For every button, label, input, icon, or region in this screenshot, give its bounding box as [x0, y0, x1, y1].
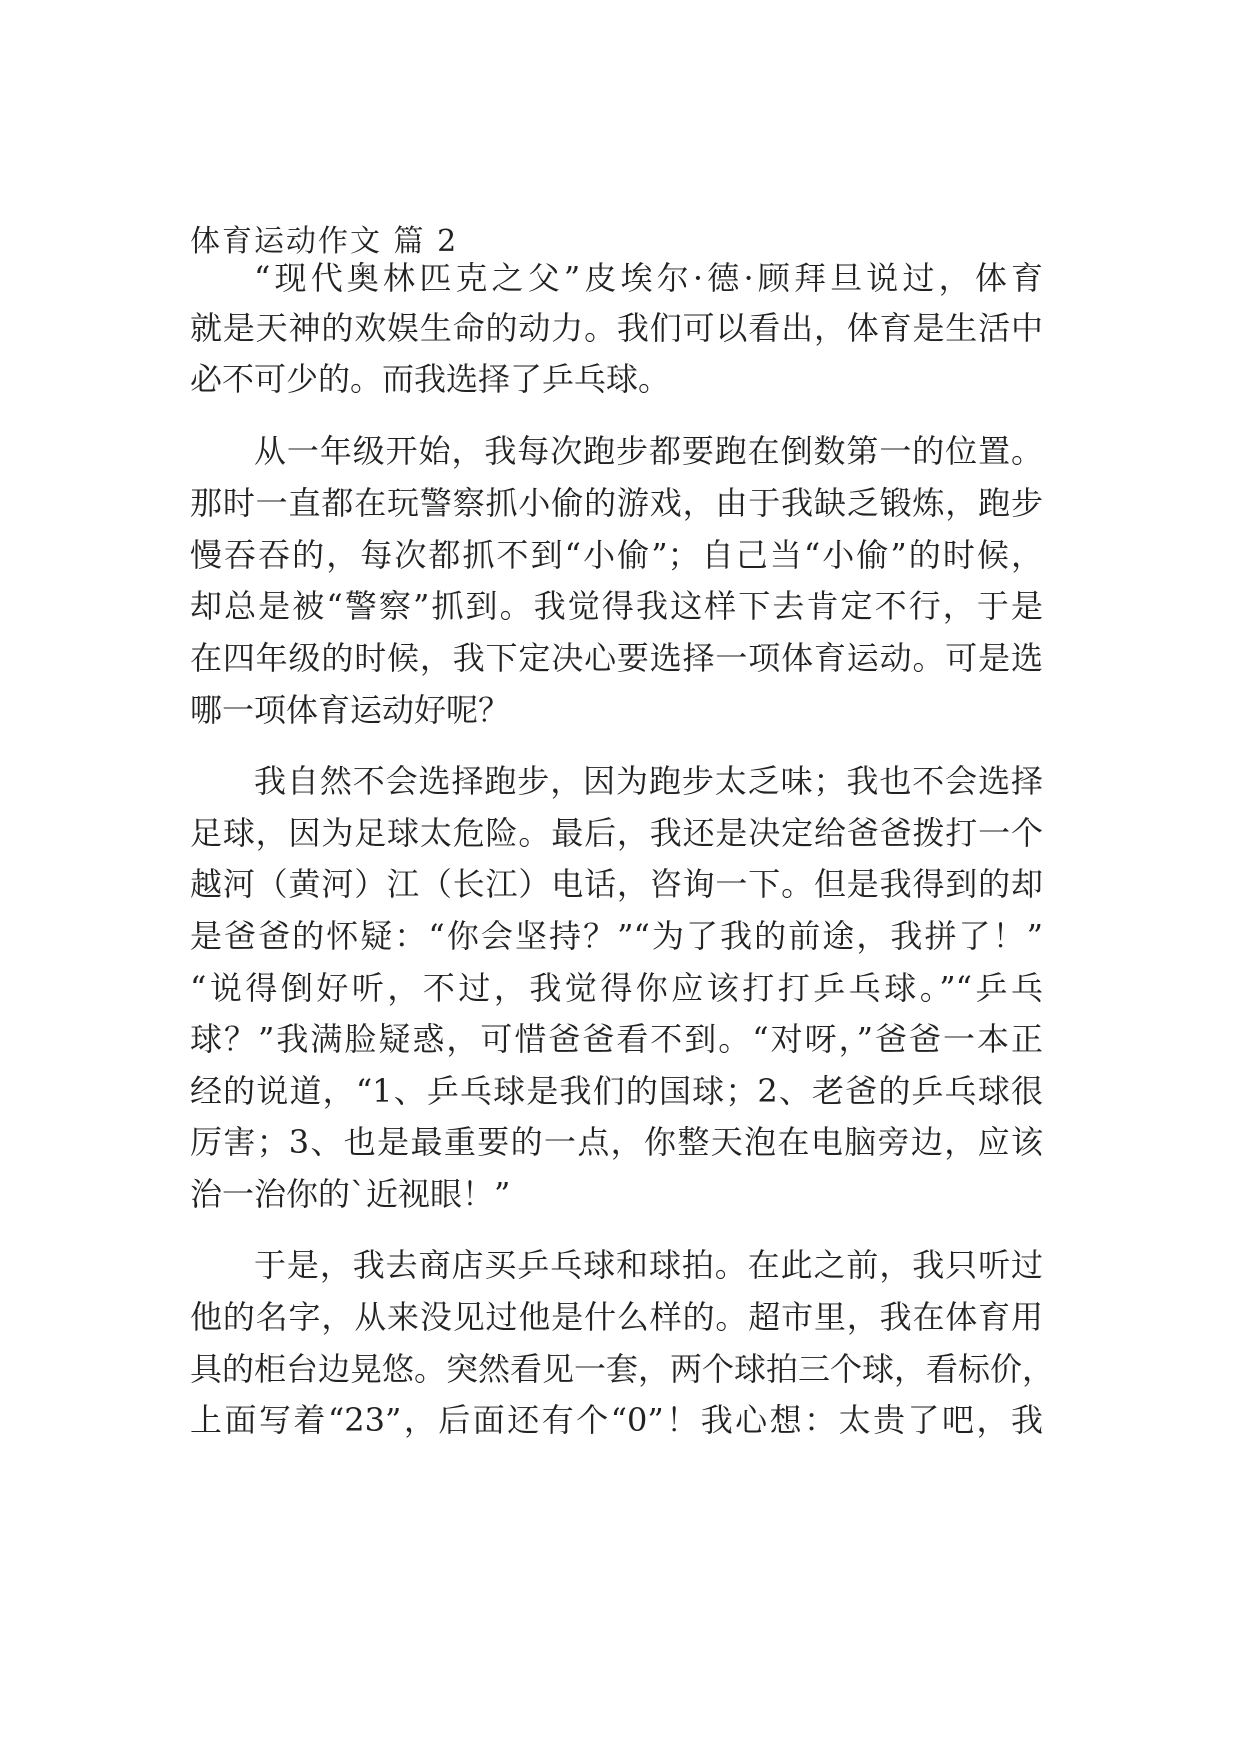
text-line: 越河（黄河）江（长江）电话，咨询一下。但是我得到的却 — [190, 865, 1043, 903]
text-line: 他的名字，从来没见过他是什么样的。超市里，我在体育用 — [190, 1298, 1043, 1336]
text-line: “说得倒好听，不过，我觉得你应该打打乒乓球。”“乒乓 — [190, 969, 1043, 1007]
essay-heading: 体育运动作文 篇 2 — [190, 224, 459, 259]
text-line: 从一年级开始，我每次跑步都要跑在倒数第一的位置。 — [254, 432, 1043, 470]
text-line: 却总是被“警察”抓到。我觉得我这样下去肯定不行，于是 — [190, 587, 1043, 625]
text-line: 慢吞吞的，每次都抓不到“小偷”；自己当“小偷”的时候， — [190, 536, 1043, 574]
text-line: 是爸爸的怀疑：“你会坚持？”“为了我的前途，我拼了！” — [190, 917, 1043, 955]
text-line: 经的说道，“1、乒乓球是我们的国球；2、老爸的乒乓球很 — [190, 1072, 1043, 1110]
text-line: 球？”我满脸疑惑，可惜爸爸看不到。“对呀，”爸爸一本正 — [190, 1020, 1043, 1058]
text-line: 我自然不会选择跑步，因为跑步太乏味；我也不会选择 — [254, 762, 1043, 800]
text-line: 哪一项体育运动好呢？ — [190, 691, 511, 729]
text-line: 治一治你的`近视眼！” — [190, 1175, 511, 1213]
text-line: 就是天神的欢娱生命的动力。我们可以看出，体育是生活中 — [190, 309, 1043, 347]
text-line: 厉害；3、也是最重要的一点，你整天泡在电脑旁边，应该 — [190, 1123, 1043, 1161]
text-line: “现代奥林匹克之父”皮埃尔·德·顾拜旦说过，体育 — [254, 259, 1043, 297]
text-line: 那时一直都在玩警察抓小偷的游戏，由于我缺乏锻炼，跑步 — [190, 484, 1043, 522]
text-line: 具的柜台边晃悠。突然看见一套，两个球拍三个球，看标价， — [190, 1350, 1055, 1388]
text-line: 在四年级的时候，我下定决心要选择一项体育运动。可是选 — [190, 639, 1043, 677]
text-line: 于是，我去商店买乒乓球和球拍。在此之前，我只听过 — [254, 1246, 1043, 1284]
text-line: 必不可少的。而我选择了乒乓球。 — [190, 360, 671, 398]
text-line: 足球，因为足球太危险。最后，我还是决定给爸爸拨打一个 — [190, 814, 1043, 852]
text-line: 上面写着“23”，后面还有个“0”！我心想：太贵了吧，我 — [190, 1401, 1043, 1439]
